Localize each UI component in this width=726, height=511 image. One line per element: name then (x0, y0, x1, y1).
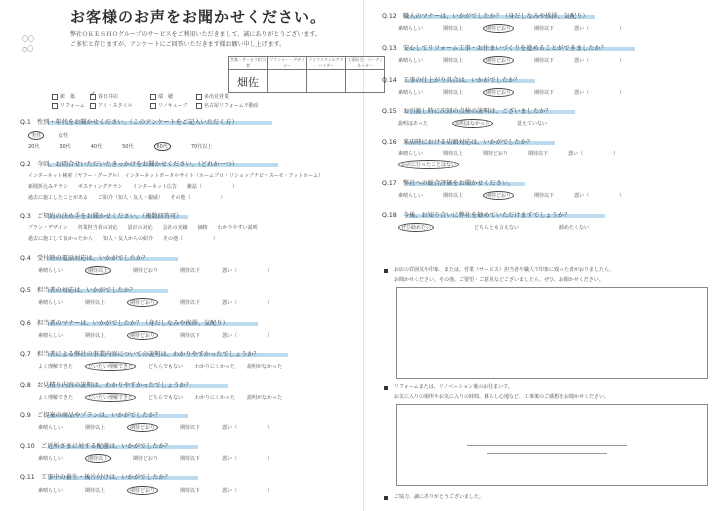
question-10: Q.10 ご近所さまに対する配慮は、いかがでしたか？ (20, 443, 171, 450)
checkbox-box[interactable] (196, 94, 202, 100)
option-selected[interactable]: お店に行ったことはない (398, 160, 459, 169)
q2-line-3: 過去に施工したことがある ご紹介（知人・友人・親戚） その他（ ） (28, 195, 226, 201)
option-selected[interactable]: 説明はなかった (452, 119, 493, 128)
stamp-cell-advisor (307, 70, 346, 93)
option-20s[interactable]: 20代 (28, 144, 40, 150)
option-selected[interactable]: 期待どおり (483, 191, 514, 200)
q14-options: 素晴らしい 期待以上 期待どおり 期待以下 悪い（ ） (398, 90, 625, 96)
checkbox-box[interactable] (196, 103, 202, 109)
checkbox-shinchiku[interactable]: 新 築 (52, 93, 75, 100)
q11-options: 素晴らしい 期待以上 期待どおり 期待以下 悪い（ ） (38, 488, 273, 494)
question-3: Q.3 ご契約の決め手をお聞かせください。（複数回答可） (20, 213, 183, 220)
stamp-header-sales: 営業・サービス担当者 (230, 57, 266, 68)
option-female[interactable]: 女性 (58, 133, 69, 139)
checkbox-box[interactable] (150, 103, 156, 109)
question-9: Q.9 ご提案の商品やプランは、いかがでしたか？ (20, 412, 161, 419)
check-mark-icon: ✓ (90, 89, 96, 98)
checkbox-box[interactable] (150, 94, 156, 100)
question-4: Q.4 受付時の電話対応は、いかがでしたか？ (20, 255, 149, 262)
checkbox-reform[interactable]: リフォーム (52, 102, 85, 109)
checkbox-istyle[interactable]: アイ・スタイル (90, 102, 132, 109)
checkbox-tajimi[interactable]: 多治見営業 (196, 93, 229, 100)
corner-mark: 〇〇 (22, 36, 35, 43)
q3-line-2: 過去に施工して良かったから 知人・友人からの紹介 その他（ ） (28, 236, 219, 242)
option-40s[interactable]: 40代 (90, 144, 103, 150)
checkbox-box[interactable] (90, 103, 96, 109)
checkbox-nagoya-fudosan[interactable]: 名古屋リフォーム不動産 (196, 102, 259, 109)
option-selected[interactable]: だいたい理解できた (85, 362, 136, 371)
option-selected[interactable]: 期待どおり (127, 298, 158, 307)
question-6: Q.6 担当者のマナーは、いかがでしたか？（身だしなみや挨拶、気配り） (20, 320, 229, 327)
option-selected[interactable]: 期待どおり (127, 331, 158, 340)
question-8: Q.8 お見積り内容の説明は、わかりやすかったでしょうか？ (20, 382, 192, 389)
option-70s[interactable]: 70代以上 (190, 144, 213, 150)
option-selected[interactable]: 期待以上 (85, 454, 111, 463)
q2-line-1: インターネット検索（ヤフー・グーグル） インターネットポータルサイト（ホームプロ・リショップナビ・スーモ・アットホーム） (28, 173, 324, 179)
q1-gender-options (28, 131, 68, 140)
q8-options: よく理解できた だいたい理解できた どちらでもない わかりにくかった 説明がなかった (38, 395, 283, 401)
question-5: Q.5 担当者の対応は、いかがでしたか？ (20, 287, 136, 294)
option-selected[interactable]: ぜひ勧めたい (398, 223, 434, 232)
q6-options: 素晴らしい 期待以上 期待どおり 期待以下 悪い（ ） (38, 333, 273, 339)
option-male-selected[interactable]: 男性 (28, 131, 44, 140)
stamp-header-coordinator: 工事担当・コーディネーター (347, 57, 383, 68)
option-30s[interactable]: 30代 (59, 144, 71, 150)
q15-options: 説明はあった 説明はなかった 覚えていない (398, 121, 547, 127)
question-16: Q.16 来店時における店頭対応は、いかがでしたか？ (382, 139, 533, 146)
option-50s[interactable]: 50代 (122, 144, 134, 150)
q17-options: 素晴らしい 期待以上 期待どおり 期待以下 悪い（ ） (398, 193, 625, 199)
q3-line-1: プラン・デザイン 営業担当者の対応 設計の対応 会社の実績 価格 わかりやすい説明 (28, 225, 258, 231)
q2-line-2: 新聞折込みチラシ ポスティングチラシ インターネット広告 雑誌（ ） (28, 184, 237, 190)
staff-name: 畑佐 (237, 76, 259, 89)
q16-options-2 (398, 160, 459, 169)
checkbox-box[interactable] (52, 103, 58, 109)
bullet-square-icon (384, 269, 388, 273)
intro-line-2: ご多忙と存じますが、アンケートにご回答いただきます様お願い申し上げます。 (70, 41, 286, 48)
faint-handwriting (467, 445, 627, 446)
comment-box-2[interactable] (396, 404, 708, 486)
q10-options: 素晴らしい 期待以上 期待どおり 期待以下 悪い（ ） (38, 456, 273, 462)
option-selected[interactable]: 期待どおり (483, 88, 514, 97)
q5-options: 素晴らしい 期待以上 期待どおり 期待以下 悪い（ ） (38, 300, 273, 306)
q4-options: 素晴らしい 期待以上 期待どおり 期待以下 悪い（ ） (38, 268, 273, 274)
option-60s-selected[interactable]: 60代 (154, 142, 171, 151)
question-14: Q.14 工事の仕上がり具合は、いかがでしたか？ (382, 77, 521, 84)
question-13: Q.13 安心してリフォーム工事・お住まいづくりを進めることができましたか？ (382, 45, 607, 52)
question-7: Q.7 担当者による弊社の事業内容についての説明は、わかりやすかったでしょうか？ (20, 351, 260, 358)
question-11: Q.11 工事中の養生・後片付けは、いかがでしたか？ (20, 474, 171, 481)
staff-stamp-table (228, 56, 385, 93)
page-title: お客様のお声をお聞かせください。 (70, 8, 327, 26)
comment-box-1[interactable] (396, 287, 708, 379)
question-1: Q.1 性別・年代をお聞かせください。（このアンケートをご記入いただく方） (20, 119, 238, 126)
intro-line-1: 弊社ＯＫＥＳＨＯグループのサービスをご利用いただきまして、誠にありがとうございます。 (70, 31, 321, 38)
option-selected[interactable]: 期待以上 (85, 266, 111, 275)
free-text-1-line-2: お聞かせください。その他、ご要望・ご意見などございましたら、ぜひ、お聞かせください。 (394, 277, 604, 283)
free-text-1-line-1: お店の雰囲気や印象、または、営業（サービス）担当者や職人で印象に残った者がおりましたら、 (394, 267, 615, 273)
q1-age-options (28, 142, 212, 151)
option-selected[interactable]: 期待どおり (483, 24, 514, 33)
closing-message: ご協力、誠にありがとうございました。 (394, 494, 485, 500)
question-17: Q.17 弊社への総合評価をお聞かせください。 (382, 180, 515, 187)
bullet-square-icon (384, 496, 388, 500)
question-15: Q.15 お引渡し時に次回の点検の説明は、ございましたか？ (382, 108, 552, 115)
faint-handwriting (487, 453, 607, 454)
q18-options: ぜひ勧めたい どちらとも言えない 勧めたくない (398, 223, 589, 232)
checkbox-box-checked[interactable] (90, 89, 96, 100)
corner-mark-2: ○〇 (22, 46, 34, 53)
stamp-cell-coordinator (346, 70, 385, 93)
bullet-square-icon (384, 386, 388, 390)
option-selected[interactable]: だいたい理解できた (85, 393, 136, 402)
question-18: Q.18 今後、お知り合いに弊社を勧めていただけますでしょうか？ (382, 212, 571, 219)
checkbox-renocube[interactable]: リノキューブ (150, 102, 187, 109)
checkbox-box[interactable] (52, 94, 58, 100)
free-text-2-line-2: お気に入りの場所やお気に入りの時間、暮らし心地など、工事後のご感想をお聞かせください。 (394, 394, 610, 400)
q16-options: 素晴らしい 期待以上 期待どおり 期待以下 悪い（ ） (398, 151, 619, 157)
question-2: Q.2 今回、お問合せいただいたきっかけをお聞かせください。（どれか一つ） (20, 161, 239, 168)
stamp-cell-sales (229, 70, 268, 93)
question-12: Q.12 職人のマナーは、いかがでしたか？（身だしなみや挨拶、気配り） (382, 13, 589, 20)
stamp-cell-planner (268, 70, 307, 93)
stamp-header-advisor: ライフスタイルアドバイザー (308, 57, 344, 68)
stamp-header-planner: プランナー・デザイナー (269, 57, 305, 68)
q9-options: 素晴らしい 期待以上 期待どおり 期待以下 悪い（ ） (38, 425, 273, 431)
free-text-2-line-1: リフォームまたは、リノベーション後のお住まいで、 (394, 384, 514, 390)
option-selected[interactable]: 期待どおり (127, 423, 158, 432)
option-selected[interactable]: 期待どおり (127, 486, 158, 495)
q12-options: 素晴らしい 期待以上 期待どおり 期待以下 悪い（ ） (398, 26, 625, 32)
checkbox-kasugai[interactable]: ✓ 春日井店 (90, 89, 119, 100)
q7-options: よく理解できた だいたい理解できた どちらでもない わかりにくかった 説明がなかった (38, 364, 283, 370)
checkbox-mizuho[interactable]: 瑞 穂 (150, 93, 173, 100)
option-selected[interactable]: 期待どおり (483, 56, 514, 65)
q13-options: 素晴らしい 期待以上 期待どおり 期待以下 悪い（ ） (398, 58, 625, 64)
